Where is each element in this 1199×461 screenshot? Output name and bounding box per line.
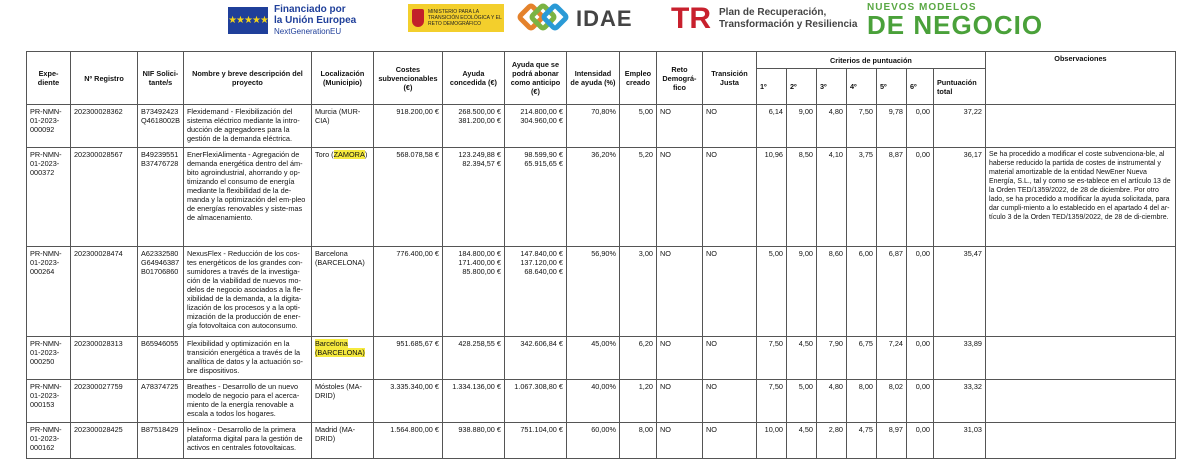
cell-ayuda: 268.500,00 € 381.200,00 € (442, 105, 504, 148)
cell-observaciones: Se ha procedido a modificar el coste subvenciona-ble, al haberse reducido la partida de costes de instrumental y material amortizable de la entidad NewEner Nueva Energía, S.L., tal y como se es-tablece en el artículo 13 de la Orden TED/1359/2022, de 28 de diciembre. Por otro lado, se ha procedido a modificar la ayuda solicitada, para dar cumpli-miento a lo establecido en el apartado 4 del ar-tículo 3 de la Orden TED/1359/2022, de 28 de di-ciembre. (985, 148, 1175, 247)
cell-reto: NO (656, 337, 702, 380)
cell-c3: 8,60 (816, 247, 846, 337)
header-registro: Nº Registro (71, 52, 138, 105)
cell-anticipo: 342.606,84 € (504, 337, 566, 380)
cell-transicion: NO (702, 247, 756, 337)
cell-c4: 4,75 (846, 423, 876, 459)
cell-c3: 7,90 (816, 337, 846, 380)
ministry-logo (408, 4, 504, 32)
cell-costes: 951.685,67 € (373, 337, 442, 380)
highlighted-location: Barcelona (BARCELONA) (314, 339, 365, 357)
cell-costes: 1.564.800,00 € (373, 423, 442, 459)
cell-nombre: Breathes - Desarrollo de un nuevo modelo de negocio para el acerca-miento de la energía renovable a escala a todos los hogares. (183, 380, 311, 423)
cell-c2: 8,50 (786, 148, 816, 247)
cell-empleo: 5,20 (619, 148, 656, 247)
cell-c2: 4,50 (786, 423, 816, 459)
cell-c2: 5,00 (786, 380, 816, 423)
cell-c3: 4,10 (816, 148, 846, 247)
cell-anticipo: 98.599,90 € 65.915,65 € (504, 148, 566, 247)
cell-total: 33,89 (933, 337, 985, 380)
cell-total: 36,17 (933, 148, 985, 247)
table-row (27, 337, 1176, 380)
cell-observaciones (985, 105, 1175, 148)
cell-localizacion: Barcelona (BARCELONA) (311, 247, 373, 337)
cell-nombre: EnerFlexiAlimenta - Agregación de demanda energética dentro del ám-bito agroindustrial, ahorrando y op-timizando el consumo de energía mediante la flexibilidad de la de-manda y la optimización del em-pleo de energías renovables y siste-mas de almacenamiento. (183, 148, 311, 247)
cell-localizacion: Madrid (MA-DRID) (311, 423, 373, 459)
header-ayuda: Ayuda concedida (€) (442, 52, 504, 105)
cell-c5: 8,02 (876, 380, 906, 423)
cell-registro: 202300028474 (71, 247, 138, 337)
header-costes: Costes subvencionables (€) (373, 52, 442, 105)
cell-transicion: NO (702, 380, 756, 423)
cell-c4: 6,00 (846, 247, 876, 337)
cell-transicion: NO (702, 105, 756, 148)
table-row (27, 380, 1176, 423)
cell-expediente: PR-NMN-01-2023-000162 (27, 423, 71, 459)
cell-total: 37,22 (933, 105, 985, 148)
cell-expediente: PR-NMN-01-2023-000250 (27, 337, 71, 380)
cell-localizacion: Murcia (MUR-CIA) (311, 105, 373, 148)
eu-logo (228, 4, 356, 37)
table-row (27, 247, 1176, 337)
cell-intensidad: 60,00% (566, 423, 619, 459)
cell-c4: 3,75 (846, 148, 876, 247)
header-intensidad: Intensidad de ayuda (%) (566, 52, 619, 105)
cell-registro: 202300028313 (71, 337, 138, 380)
logo-bar (0, 0, 1199, 44)
cell-c2: 9,00 (786, 105, 816, 148)
cell-registro: 202300027759 (71, 380, 138, 423)
cell-ayuda: 938.880,00 € (442, 423, 504, 459)
cell-c4: 6,75 (846, 337, 876, 380)
header-criterios: Criterios de puntuación (756, 52, 985, 69)
header-nombre: Nombre y breve descripción del proyecto (183, 52, 311, 105)
idae-logo (520, 4, 633, 34)
cell-ayuda: 184.800,00 € 171.400,00 € 85.800,00 € (442, 247, 504, 337)
nmn-line1: NUEVOS MODELOS (867, 2, 977, 13)
cell-registro: 202300028362 (71, 105, 138, 148)
highlighted-location: ZAMORA (333, 150, 365, 159)
cell-c1: 10,00 (756, 423, 786, 459)
cell-expediente: PR-NMN-01-2023-000153 (27, 380, 71, 423)
header-localizacion: Localización (Municipio) (311, 52, 373, 105)
cell-observaciones (985, 423, 1175, 459)
cell-c6: 0,00 (906, 423, 933, 459)
cell-reto: NO (656, 380, 702, 423)
header-c5: 5º (876, 69, 906, 105)
cell-ayuda: 428.258,55 € (442, 337, 504, 380)
cell-nif: A78374725 (138, 380, 184, 423)
cell-empleo: 5,00 (619, 105, 656, 148)
header-row-1 (27, 52, 1176, 69)
cell-c6: 0,00 (906, 247, 933, 337)
cell-c2: 9,00 (786, 247, 816, 337)
cell-total: 33,32 (933, 380, 985, 423)
cell-reto: NO (656, 148, 702, 247)
cell-intensidad: 40,00% (566, 380, 619, 423)
cell-localizacion (311, 337, 373, 380)
cell-intensidad: 70,80% (566, 105, 619, 148)
cell-observaciones (985, 380, 1175, 423)
header-transicion: Transición Justa (702, 52, 756, 105)
cell-c1: 6,14 (756, 105, 786, 148)
ministry-text: MINISTERIO PARA LA TRANSICIÓN ECOLÓGICA Y EL RETO DEMOGRÁFICO (428, 9, 502, 27)
cell-c3: 4,80 (816, 380, 846, 423)
resolution-table (26, 51, 1176, 459)
cell-c5: 8,97 (876, 423, 906, 459)
header-c4: 4º (846, 69, 876, 105)
cell-anticipo: 147.840,00 € 137.120,00 € 68.640,00 € (504, 247, 566, 337)
cell-nif: B65946055 (138, 337, 184, 380)
header-reto: Reto Demográ-fico (656, 52, 702, 105)
header-nif: NIF Solici-tante/s (138, 52, 184, 105)
prtr-logo (671, 4, 857, 34)
prtr-line1: Plan de Recuperación, (719, 7, 827, 18)
prtr-line2: Transformación y Resiliencia (719, 19, 858, 30)
cell-nombre: Flexibilidad y optimización en la transición energética a través de la analítica de datos y la actuación so-bre dispositivos. (183, 337, 311, 380)
cell-reto: NO (656, 105, 702, 148)
nmn-line2: DE NEGOCIO (867, 10, 1044, 40)
cell-observaciones (985, 247, 1175, 337)
header-total: Puntuación total (933, 69, 985, 105)
table-row (27, 148, 1176, 247)
cell-costes: 776.400,00 € (373, 247, 442, 337)
cell-c1: 10,96 (756, 148, 786, 247)
cell-c6: 0,00 (906, 148, 933, 247)
header-c6: 6º (906, 69, 933, 105)
cell-c4: 7,50 (846, 105, 876, 148)
idae-mark-icon (520, 4, 568, 34)
eu-line2: la Unión Europea (274, 15, 357, 26)
cell-nif: B49239551 B37476728 (138, 148, 184, 247)
cell-reto: NO (656, 247, 702, 337)
cell-intensidad: 36,20% (566, 148, 619, 247)
spain-shield-icon (412, 9, 424, 27)
cell-intensidad: 56,90% (566, 247, 619, 337)
header-anticipo: Ayuda que se podrá abonar como anticipo (€) (504, 52, 566, 105)
cell-anticipo: 214.800,00 € 304.960,00 € (504, 105, 566, 148)
cell-nif: B87518429 (138, 423, 184, 459)
cell-transicion: NO (702, 337, 756, 380)
table-row (27, 105, 1176, 148)
cell-localizacion: Toro (ZAMORA) (311, 148, 373, 247)
cell-registro: 202300028567 (71, 148, 138, 247)
header-empleo: Empleo creado (619, 52, 656, 105)
cell-empleo: 1,20 (619, 380, 656, 423)
cell-nif: B73492423 Q4618002B (138, 105, 184, 148)
header-c1: 1º (756, 69, 786, 105)
cell-registro: 202300028425 (71, 423, 138, 459)
header-observaciones: Observaciones (985, 52, 1175, 105)
cell-empleo: 8,00 (619, 423, 656, 459)
cell-c5: 6,87 (876, 247, 906, 337)
cell-nombre: Flexidemand - Flexibilización del sistema eléctrico mediante la intro-ducción de agregadores para la gestión de la demanda eléctrica. (183, 105, 311, 148)
cell-observaciones (985, 337, 1175, 380)
cell-costes: 918.200,00 € (373, 105, 442, 148)
cell-transicion: NO (702, 423, 756, 459)
cell-reto: NO (656, 423, 702, 459)
cell-c1: 5,00 (756, 247, 786, 337)
table-row (27, 423, 1176, 459)
cell-total: 35,47 (933, 247, 985, 337)
cell-c6: 0,00 (906, 337, 933, 380)
cell-transicion: NO (702, 148, 756, 247)
cell-expediente: PR-NMN-01-2023-000372 (27, 148, 71, 247)
cell-nombre: Helinox - Desarrollo de la primera plataforma digital para la gestión de activos en centrales fotovoltaicas. (183, 423, 311, 459)
cell-empleo: 6,20 (619, 337, 656, 380)
cell-c1: 7,50 (756, 380, 786, 423)
cell-c4: 8,00 (846, 380, 876, 423)
cell-costes: 3.335.340,00 € (373, 380, 442, 423)
header-c3: 3º (816, 69, 846, 105)
cell-total: 31,03 (933, 423, 985, 459)
cell-anticipo: 1.067.308,80 € (504, 380, 566, 423)
cell-intensidad: 45,00% (566, 337, 619, 380)
cell-localizacion: Móstoles (MA-DRID) (311, 380, 373, 423)
cell-c3: 2,80 (816, 423, 846, 459)
cell-c3: 4,80 (816, 105, 846, 148)
cell-nombre: NexusFlex - Reducción de los cos-tes energéticos de los grandes con-sumidores a través de la investiga-ción de la viabilidad de nuevos mo-delos de negocio asociados a la fle-xibilidad de la demanda, a la digita-lización de los procesos y a la opti-mización de la producción de ener-gía fotovoltaica con autoconsumo. (183, 247, 311, 337)
cell-anticipo: 751.104,00 € (504, 423, 566, 459)
prtr-mark-icon: TR (671, 2, 711, 35)
cell-c2: 4,50 (786, 337, 816, 380)
cell-c5: 7,24 (876, 337, 906, 380)
eu-line3: NextGenerationEU (274, 27, 342, 36)
cell-ayuda: 1.334.136,00 € (442, 380, 504, 423)
cell-c1: 7,50 (756, 337, 786, 380)
header-expediente: Expe-diente (27, 52, 71, 105)
cell-c6: 0,00 (906, 105, 933, 148)
eu-flag-icon: ★★★★★ (228, 7, 268, 34)
cell-c6: 0,00 (906, 380, 933, 423)
cell-expediente: PR-NMN-01-2023-000264 (27, 247, 71, 337)
idae-name: IDAE (576, 6, 633, 31)
cell-costes: 568.078,58 € (373, 148, 442, 247)
cell-ayuda: 123.249,88 € 82.394,57 € (442, 148, 504, 247)
header-c2: 2º (786, 69, 816, 105)
cell-c5: 8,87 (876, 148, 906, 247)
cell-c5: 9,78 (876, 105, 906, 148)
nmn-logo (867, 2, 1044, 40)
cell-empleo: 3,00 (619, 247, 656, 337)
eu-line1: Financiado por (274, 4, 346, 15)
cell-expediente: PR-NMN-01-2023-000092 (27, 105, 71, 148)
cell-nif: A62332580 G64946387 B01706860 (138, 247, 184, 337)
